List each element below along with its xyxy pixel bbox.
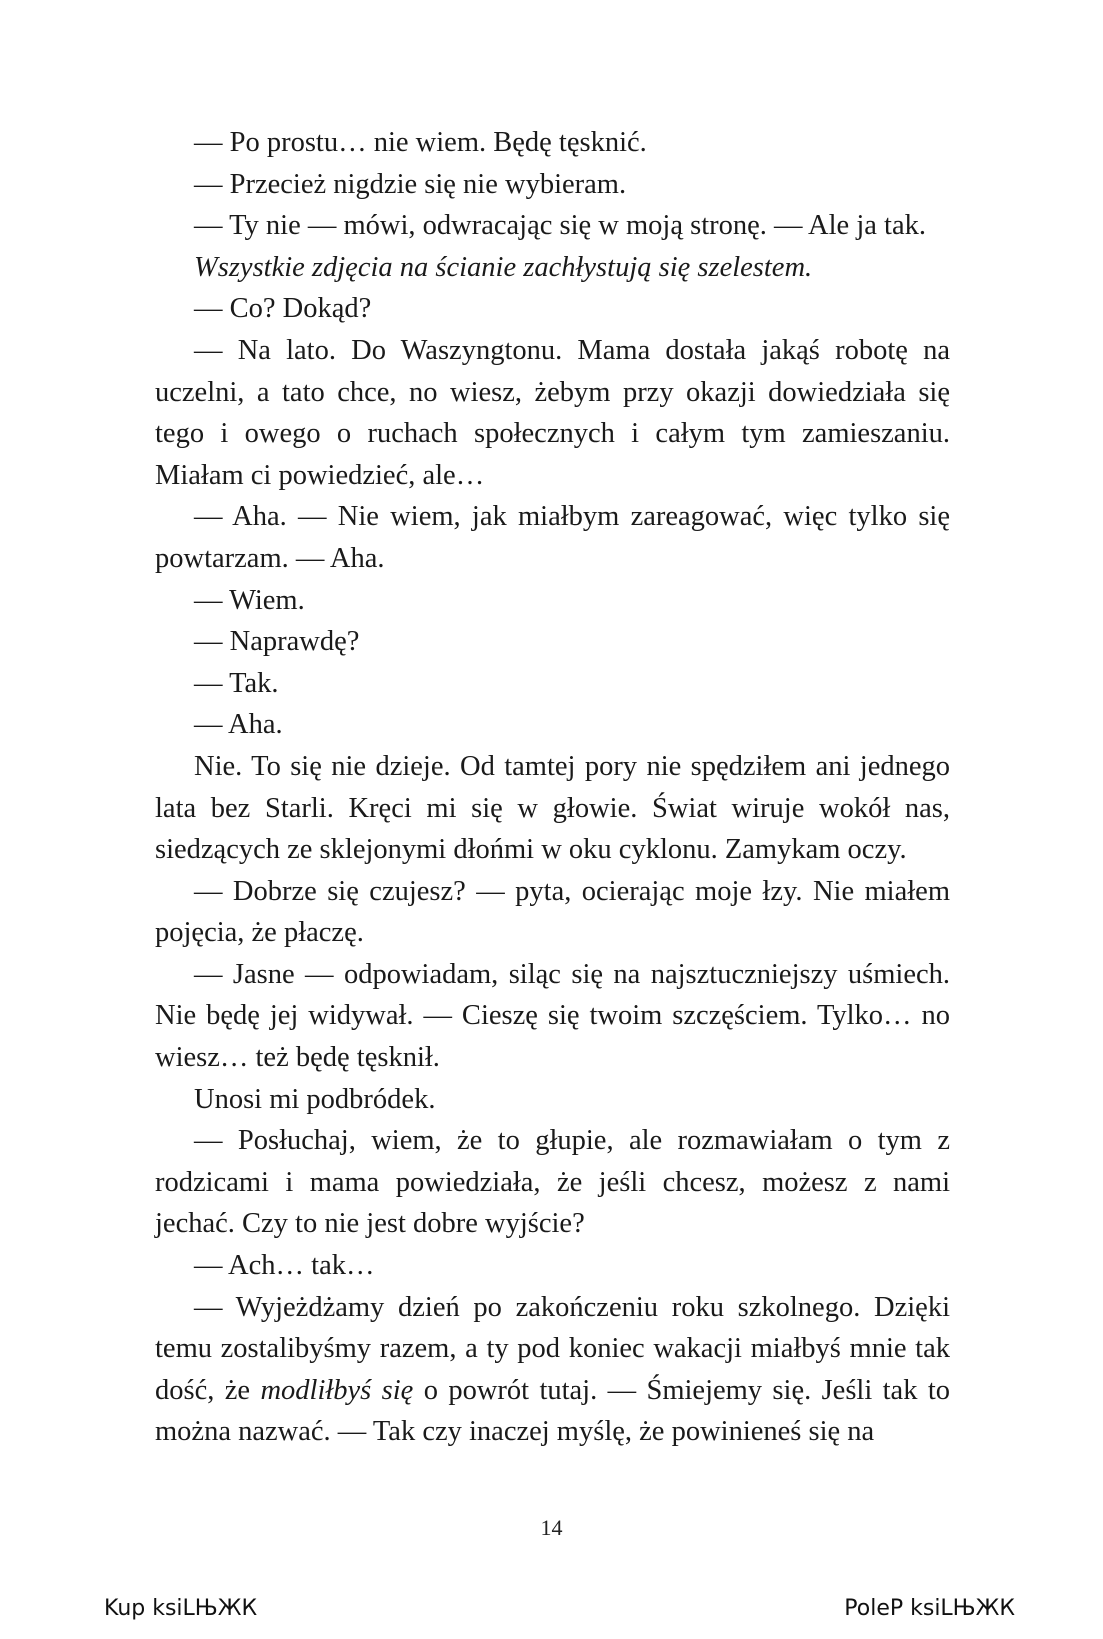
paragraph: — Ach… tak…: [194, 1250, 375, 1282]
paragraph: — Co? Dokąd?: [194, 293, 372, 325]
paragraph: — Dobrze się czujesz? — pyta, ocierając moje łzy. Nie miałem pojęcia, że płaczę.: [155, 875, 950, 949]
paragraph: — Jasne — odpowiadam, siląc się na najsztuczniejszy uśmiech. Nie będę jej widywał. — Cieszę się twoim szczęściem. Tylko… no wiesz… też będę tęsknił.: [155, 958, 950, 1074]
paragraph: — Aha. — Nie wiem, jak miałbym zareagować, więc tylko się powtarzam. — Aha.: [155, 501, 950, 574]
paragraph: — Aha.: [194, 709, 283, 741]
paragraph: — Wiem.: [194, 584, 305, 616]
page-number: 14: [540, 1515, 563, 1540]
paragraph: — Po prostu… nie wiem. Będę tęsknić.: [194, 127, 647, 158]
paragraph: — Przecież nigdzie się nie wybieram.: [194, 168, 627, 200]
paragraph: — Na lato. Do Waszyngtonu. Mama dostała jakąś robotę na uczelni, a tato chce, no wiesz, żebym przy okazji dowiedziała się tego i owego o ruchach społecznych i całym tym zamieszaniu. Miałam ci powiedzieć, ale…: [155, 334, 950, 491]
paragraph-italic: Wszystkie zdjęcia na ścianie zachłystują się szelestem.: [194, 251, 813, 283]
paragraph: Unosi mi podbródek.: [194, 1083, 436, 1115]
buy-book-link[interactable]: Kup ksiLЊЖК: [104, 1596, 258, 1621]
paragraph-italic-part: modliłbyś się: [260, 1374, 414, 1406]
paragraph: — Ty nie — mówi, odwracając się w moją stronę. — Ale ja tak.: [194, 210, 926, 242]
paragraph: Nie. To się nie dzieje. Od tamtej pory nie spędziłem ani jednego lata bez Starli. Kręci mi się w głowie. Świat wiruje wokół nas, siedzących ze sklejonymi dłońmi w oku cyklonu. Zamykam oczy.: [155, 750, 950, 866]
recommend-book-link[interactable]: PoleP ksiLЊЖК: [844, 1596, 1015, 1621]
paragraph: — Posłuchaj, wiem, że to głupie, ale rozmawiałam o tym z rodzicami i mama powiedziała, że jeśli chcesz, możesz z nami jechać. Czy to nie jest dobre wyjście?: [155, 1125, 950, 1240]
paragraph-part: — Wyjeżdżamy dzień po zakończeniu roku szkolnego. Dzięki temu zostalibyśmy razem, a ty pod koniec wakacji miałbyś mnie tak dość, że: [155, 1291, 950, 1406]
paragraph-mixed: [155, 1287, 950, 1453]
page-body-text: [155, 122, 950, 1453]
paragraph: — Naprawdę?: [194, 626, 360, 658]
paragraph-part: o powrót tutaj. — Śmiejemy się. Jeśli tak to można nazwać. — Tak czy inaczej myślę, że powinieneś się na: [155, 1374, 951, 1448]
paragraph: — Tak.: [194, 667, 279, 699]
